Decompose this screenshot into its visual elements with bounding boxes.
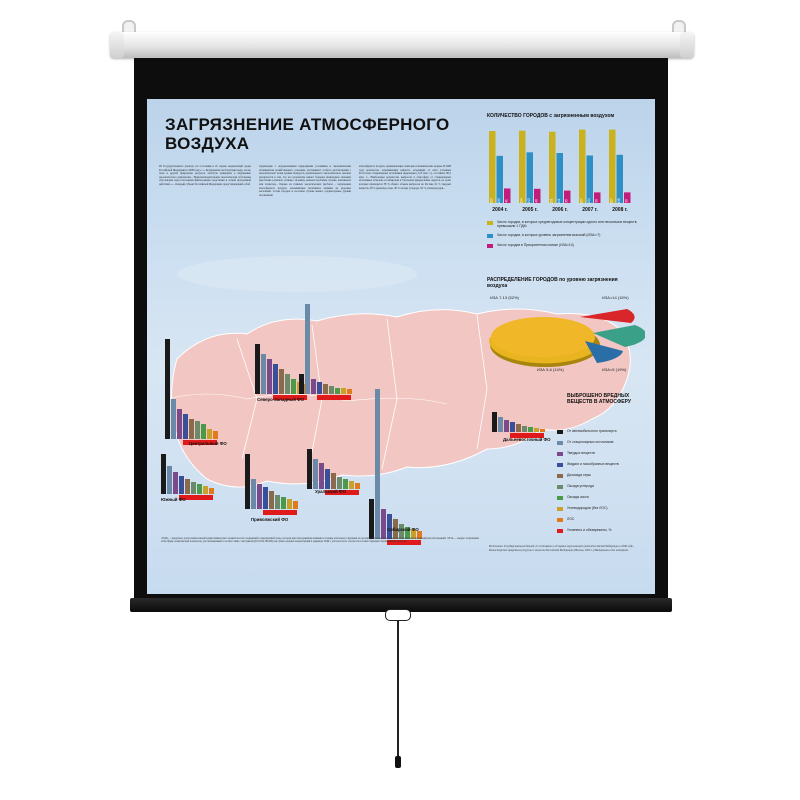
bar <box>609 130 616 203</box>
region-bar <box>189 419 194 439</box>
region-bar <box>504 420 509 432</box>
region-bar <box>492 412 497 432</box>
region-bar <box>177 409 182 439</box>
legend-label: Диоксида серы <box>567 473 591 477</box>
region-bar <box>311 379 316 394</box>
region-bar <box>299 374 304 394</box>
legend-swatch <box>487 234 493 238</box>
bar-value-label: 204 <box>519 198 524 204</box>
screen-housing <box>110 32 694 58</box>
region-label-northwest: Северо-Западный ФО <box>257 397 305 402</box>
region-label-fareast: Дальневосточный ФО <box>503 437 551 442</box>
bar-value-label: 207 <box>579 198 584 204</box>
legend-label: От стационарных источников: <box>567 440 615 444</box>
region-bar <box>349 481 354 489</box>
category-label: 2004 г. <box>492 207 508 213</box>
region-label-volga: Приволжский ФО <box>251 517 289 522</box>
legend-label: Оксиды азота <box>567 495 589 499</box>
legend-swatch <box>487 221 493 225</box>
bar <box>489 131 496 203</box>
region-bar <box>522 426 527 432</box>
region-bar <box>534 428 539 432</box>
region-bar <box>213 431 218 439</box>
bar-value-label: 201 <box>549 198 554 204</box>
cities-bar-chart <box>485 125 645 217</box>
poster-title: ЗАГРЯЗНЕНИЕ АТМОСФЕРНОГО ВОЗДУХА <box>165 115 450 153</box>
legend-label: Число городов, в которых уровень загрязнения высокий (ИЗА²>7) <box>497 233 601 237</box>
pie-slice-iza-14 <box>580 309 635 323</box>
region-bar <box>255 344 260 394</box>
legend-label: Оксида углерода <box>567 484 594 488</box>
region-bar <box>325 469 330 489</box>
region-label-ural: Уральский ФО <box>315 489 346 494</box>
region-bar <box>167 466 172 494</box>
pie-label-iza-7-13: ИЗА 7-13 (52%) <box>490 295 519 300</box>
legend-swatch <box>487 244 493 248</box>
region-bar <box>279 369 284 394</box>
region-bar <box>375 389 380 539</box>
region-bar <box>355 483 360 489</box>
poster <box>147 99 655 594</box>
region-bar <box>267 359 272 394</box>
bar-chart-title: КОЛИЧЕСТВО ГОРОДОВ с загрязненным воздухом <box>487 113 615 119</box>
region-bar <box>261 354 266 394</box>
region-bar <box>369 499 374 539</box>
bar <box>557 153 564 203</box>
region-bar <box>191 482 196 494</box>
footnote: ¹ ПДК — предельно допустимая концентрация химических элементов и их соединений в окружающей среде, которая при повседневном влиянии в течение длительного времени на организм человека не вызывает патологических изменений или заболеваний. ² ИЗА — индекс загрязнения атмосферы, комплексный показатель, рассчитываемый в соответствии с методикой (РД 52.04.186-89) как сумма средних концентраций в единицах ПДК с учетом класса опасности соответствующих загрязняющих веществ. <box>161 537 479 544</box>
housing-right-cap <box>680 32 694 58</box>
pie-label-iza-5-6: ИЗА 5-6 (14%) <box>537 367 564 372</box>
legend-label: ЛОС <box>567 517 575 521</box>
region-bar <box>273 364 278 394</box>
region-bar <box>510 422 515 432</box>
region-bar <box>343 479 348 489</box>
bar-value-label: 133 <box>496 198 501 204</box>
pull-cord-end[interactable] <box>395 756 401 768</box>
region-bar <box>269 491 274 509</box>
region-bar <box>540 429 545 432</box>
pie-slice-iza-5-6 <box>593 325 645 347</box>
bar <box>527 152 534 203</box>
region-bar <box>293 501 298 509</box>
region-bar <box>307 449 312 489</box>
region-bar <box>263 487 268 509</box>
legend-label: Число городов в Приоритетном списке (ИЗА>14) <box>497 243 574 247</box>
region-bar <box>207 429 212 439</box>
region-bar <box>329 386 334 394</box>
region-bar <box>257 484 262 509</box>
legend-label: Число городов, в которых среднегодовые концентрации одного или нескольких веществ превышали 1 ПДК¹ <box>497 220 637 228</box>
intro-column-1: Из Государственного доклада «О состоянии и об охране окружающей среды Российской Федерации в 2008 году»: «...Безудержная эксплуатация недр, лесов, почв и других природных ресурсов зачастую приводила к нарушению экологического равновесия... Неудовлетворительная экологическая обстановка обусловлена недостаточными финансовыми средствами и четкой программой действий...» ...Каждый субъект Российской Федерации, представляющий собой <box>159 165 251 186</box>
region-bar <box>179 476 184 494</box>
region-bar <box>291 379 296 394</box>
region-capture-bar <box>263 510 297 515</box>
region-bar <box>275 495 280 509</box>
legend-label: Твердых веществ <box>567 451 595 455</box>
region-bar <box>528 427 533 432</box>
housing-left-cap <box>110 32 124 58</box>
emissions-legend-title: ВЫБРОШЕНО ВРЕДНЫХ ВЕЩЕСТВ В АТМОСФЕРУ <box>567 393 631 405</box>
region-bar <box>161 454 166 494</box>
region-bar <box>203 486 208 494</box>
bar <box>549 132 556 203</box>
region-bar <box>498 417 503 432</box>
legend-label: Углеводородов (без ЛОС) <box>567 506 608 510</box>
bar <box>519 131 526 203</box>
region-bar <box>285 374 290 394</box>
region-bar <box>317 382 322 394</box>
region-label-central: Центральный ФО <box>189 441 227 446</box>
region-bar <box>305 304 310 394</box>
bar-value-label: 136 <box>616 198 621 204</box>
region-bar <box>281 497 286 509</box>
region-bar <box>319 463 324 489</box>
bar-value-label: 134 <box>586 198 591 204</box>
legend-label: Жидких и газообразных веществ <box>567 462 619 466</box>
intro-column-3: атмосферного воздуха, превышающие санитарно-гигиенические нормы. В 2008 году количество загрязняющих веществ, отходящих от всех учтенных Росстатом стационарных источников выделения (1,25 млн. т.), составило 80,2 млн. т... Наибольшее количество выбросов в атмосферу от стационарных источников отмечено в Сибирском и Уральском федеральных округах, на долю которых приходится 38 % общего объема выбросов по России, 61 % твердых веществ, 48 % диоксида серы, 36 % оксида углерода, 56 % углеводородов... <box>359 165 451 190</box>
region-capture-bar <box>317 395 351 400</box>
region-bar <box>287 499 292 509</box>
category-label: 2006 г. <box>552 207 568 213</box>
bar-value-label: 141 <box>556 198 561 204</box>
region-bar <box>251 479 256 509</box>
bar-value-label: 41 <box>504 199 509 203</box>
legend-label: Уловлено и обезврежено, % <box>567 528 612 532</box>
region-bar <box>323 384 328 394</box>
sources-note: Источники: Государственный доклад «О состоянии и об охране окружающей среды Российской Федерации в 2008 году» Министерство природных ресурсов и экологии Российской Федерации (Москва, 2009 г.) Материалы сети интернет. <box>489 545 634 552</box>
pie-label-iza-14: ИЗА>14 (15%) <box>602 295 629 300</box>
bar-value-label: 30 <box>624 199 629 203</box>
pull-cord[interactable] <box>397 620 399 760</box>
region-bar <box>165 339 170 439</box>
region-bar <box>173 472 178 494</box>
region-bar <box>516 424 521 432</box>
bar-value-label: 35 <box>564 199 569 203</box>
bar <box>497 156 504 203</box>
bar-value-label: 207 <box>609 198 614 204</box>
bar <box>579 130 586 203</box>
region-bar <box>201 424 206 439</box>
region-bar <box>197 484 202 494</box>
region-bar <box>171 399 176 439</box>
region-bar <box>209 488 214 494</box>
region-bar <box>335 388 340 394</box>
bar-value-label: 143 <box>526 198 531 204</box>
bar-value-label: 40 <box>534 199 539 203</box>
pie-label-iza-5: ИЗА<5 (19%) <box>602 367 627 372</box>
legend-label: От автомобильного транспорта <box>567 429 617 433</box>
category-label: 2005 г. <box>522 207 538 213</box>
region-bar <box>245 454 250 509</box>
region-bar <box>341 388 346 394</box>
region-label-siberia: Сибирский ФО <box>387 527 419 532</box>
intro-column-2: территорию с определенными природными условиями и экономическим потенциалом хозяйственного освоения, заслуживает особого рассмотрения с экологической точки зрения. Каждость регионального экологического анализа заключается в том, что его результаты имеют большое прикладное значение (проблемы регионов «ближе» человеку, нежели проблемы страны, континента или планеты)... Однако из главных экологических проблем – загрязнение атмосферного воздуха, оказывающее негативное влияние на здоровье населения. Сотни городов и поселков страны имеют среднегодовые уровни загрязнения <box>259 165 351 197</box>
region-bar <box>183 414 188 439</box>
category-label: 2007 г. <box>582 207 598 213</box>
region-bar <box>185 479 190 494</box>
region-bar <box>331 473 336 489</box>
bar <box>587 155 594 203</box>
category-label: 2008 г. <box>612 207 628 213</box>
region-bar <box>337 477 342 489</box>
region-bar <box>347 389 352 394</box>
region-bar <box>313 459 318 489</box>
bar-value-label: 203 <box>489 198 494 204</box>
region-bar <box>195 421 200 439</box>
region-label-south: Южный ФО <box>161 497 186 502</box>
bar <box>617 155 624 203</box>
region-bar <box>381 509 386 539</box>
bar-value-label: 30 <box>594 199 599 203</box>
pie-chart-title: РАСПРЕДЕЛЕНИЕ ГОРОДОВ по уровню загрязнения воздуха <box>487 277 618 289</box>
